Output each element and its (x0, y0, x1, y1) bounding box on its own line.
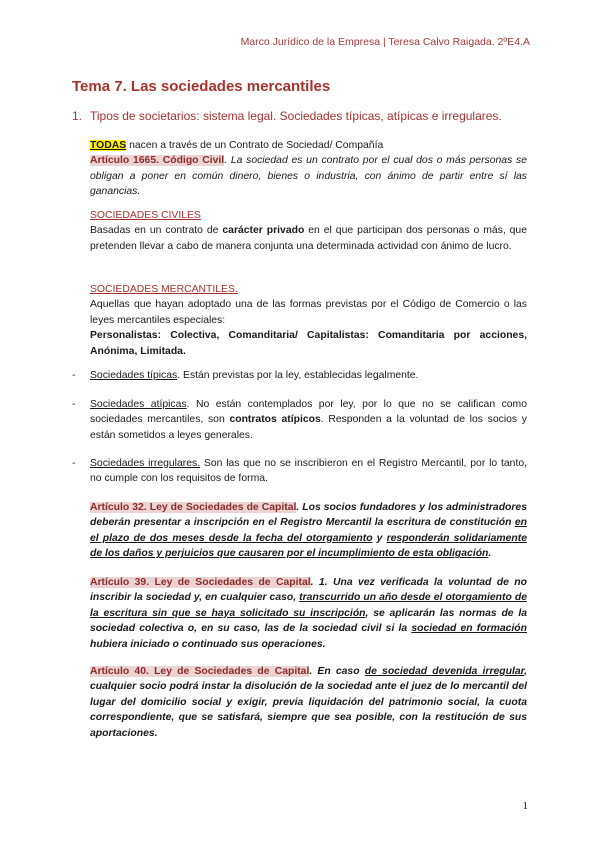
bullet-text: . No están contemplados por ley, por lo que no se califican como sociedades mercantiles, son (90, 399, 527, 426)
mercantiles-block (90, 282, 527, 359)
civiles-text-1: Basadas en un contrato de (90, 225, 223, 237)
bullet-text: Son las que no se inscribieron en el Registro Mercantil, por lo tanto, no cumple con los requisitos de forma. (90, 458, 527, 485)
article-40-block (90, 664, 527, 741)
article-32-underline-2: responderán solidariamente de los daños y perjuicios que causaren por el incumplimiento de esta obligación (90, 532, 527, 560)
article-39-underline-2: sociedad en formación (411, 623, 528, 635)
bullet-text: . Están previstas por la ley, establecidas legalmente. (177, 370, 419, 381)
bullet-irregulares (90, 456, 527, 487)
article-40-underline-1: de sociedad devenida irregular (364, 666, 525, 677)
article-40-label: Artículo 40. Ley de Sociedades de Capital (90, 666, 310, 677)
civiles-bold: carácter privado (222, 225, 305, 237)
article-32-block (90, 500, 527, 562)
bullet-dash: - (72, 458, 76, 469)
bullet-label: Sociedades típicas (90, 370, 178, 381)
page-title: Tema 7. Las sociedades mercantiles (72, 78, 331, 95)
mercantiles-text: Aquellas que hayan adoptado una de las formas previstas por el Código de Comercio o las leyes mercantiles especiales: (90, 299, 527, 326)
article-32-label: Artículo 32. Ley de Sociedades de Capital (90, 502, 297, 513)
intro-block (90, 138, 527, 200)
bullet-bold: contratos atípicos (229, 414, 321, 426)
bullet-tipicas (90, 368, 527, 383)
todas-highlight: TODAS (90, 140, 127, 151)
article-39-text-1: . 1. Una vez verificada la voluntad de no inscribir la sociedad y, en cualquier caso, (90, 577, 528, 604)
page-number: 1 (522, 800, 528, 812)
bullet-label: Sociedades irregulares. (90, 458, 201, 469)
bullet-dash: - (72, 370, 76, 381)
article-39-text-2: , se aplicarán las normas de la sociedad colectiva o, en su caso, las de la sociedad civil si la (90, 607, 528, 635)
article-40-text-1: . En caso (309, 666, 365, 677)
bullet-dash: - (72, 399, 76, 410)
running-header: Marco Jurídico de la Empresa | Teresa Calvo Raigada. 2ºE4.A (240, 36, 530, 48)
article-1665-text: . La sociedad es un contrato por el cual dos o más personas se obligan a poner en común dinero, bienes o industria, con ánimo de partir entre sí las ganancias. (90, 155, 527, 198)
section-heading (72, 109, 502, 123)
article-32-text-2: y (372, 532, 387, 544)
intro-text: nacen a través de un Contrato de Sociedad/ Compañía (126, 140, 384, 151)
article-39-text-3: hubiera iniciado o continuado sus operaciones. (90, 638, 326, 650)
mercantiles-types: Personalistas: Colectiva, Comanditaria/ Capitalistas: Comanditaria por acciones, Anónima, Limitada. (90, 330, 527, 357)
civiles-text-2: en el que participan dos personas o más, que pretenden llevar a cabo de manera conjunta una determinada actividad con ánimo de lucro. (90, 225, 527, 252)
bullet-atipicas (90, 397, 527, 443)
article-39-label: Artículo 39. Ley de Sociedades de Capital (90, 577, 311, 588)
article-39-underline-1: transcurrido un año desde el otorgamiento de la escritura sin que se haya solicitado su inscripción (90, 592, 527, 619)
bullet-label: Sociedades atípicas (90, 399, 187, 410)
bullet-text-2: . Responden a la voluntad de los socios y están sometidos a leyes generales. (90, 414, 527, 441)
mercantiles-heading: SOCIEDADES MERCANTILES. (90, 284, 238, 295)
article-32-underline-1: en el plazo de dos meses desde la fecha del otorgamiento (90, 517, 527, 544)
article-32-text-1: . Los socios fundadores y los administradores deberán presentar a inscripción en el Registro Mercantil la escritura de constitución (90, 502, 527, 529)
section-number: 1. (72, 109, 83, 123)
civiles-heading: SOCIEDADES CIVILES (90, 210, 201, 221)
article-1665-label: Artículo 1665. Código Civil (90, 155, 225, 167)
section-text: Tipos de societarios: sistema legal. Sociedades típicas, atípicas e irregulares. (90, 109, 502, 123)
civiles-block (90, 208, 527, 254)
article-32-text-3: . (488, 548, 492, 560)
article-39-block (90, 575, 527, 652)
article-40-text-2: , cualquier socio podrá instar la disolución de la sociedad ante el juez de lo mercantil del lugar del domicilio social y exigir, previa liquidación del patrimonio social, la cuota correspondiente, que se satisfará, siempre que sea posible, con la restitución de sus aportaciones. (90, 666, 527, 739)
